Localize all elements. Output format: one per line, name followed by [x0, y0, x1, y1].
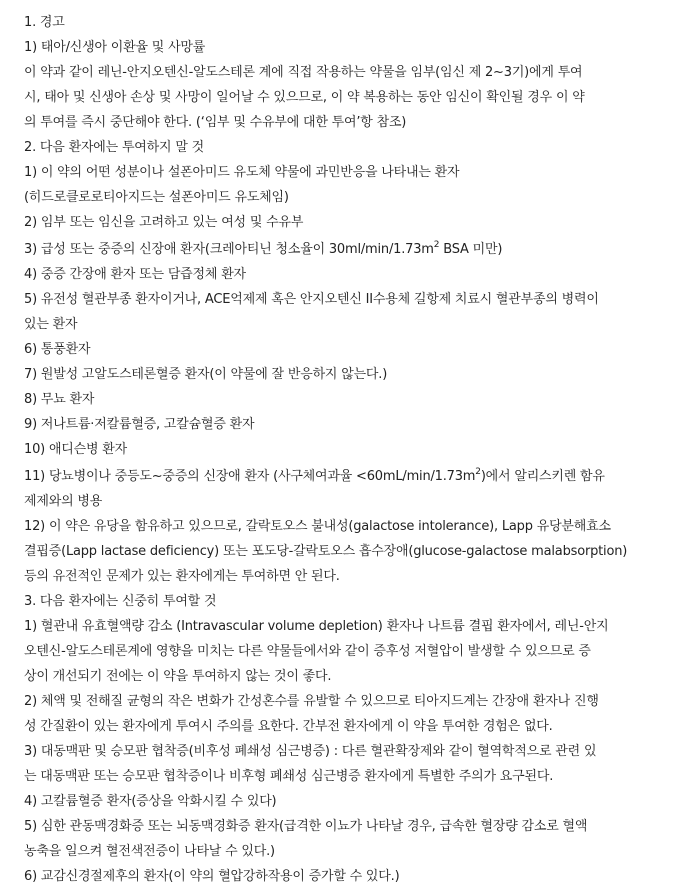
text-line: 농축을 일으켜 혈전색전증이 나타날 수 있다.) — [24, 844, 275, 859]
text-line: 등의 유전적인 문제가 있는 환자에게는 투여하면 안 된다. — [24, 569, 340, 584]
text-segment: 11) 당뇨병이나 중등도~중증의 신장애 환자 (사구체여과율 <60mL/min/1.73m — [24, 469, 476, 484]
text-line-diabetes — [24, 462, 682, 489]
text-line-renal — [24, 235, 682, 262]
text-line: 의 투여를 즉시 중단해야 한다. (‘임부 및 수유부에 대한 투여’항 참조) — [24, 115, 407, 130]
section-heading-caution: 3. 다음 환자에는 신중히 투여할 것 — [24, 594, 217, 609]
text-line: (히드로클로로티아지드는 설폰아미드 유도체임) — [24, 190, 289, 205]
text-line: 4) 중증 간장애 환자 또는 담즙정체 환자 — [24, 267, 246, 282]
text-line: 1) 혈관내 유효혈액량 감소 (Intravascular volume depletion) 환자나 나트륨 결핍 환자에서, 레닌-안지 — [24, 619, 609, 634]
text-line: 오텐신-알도스테론계에 영향을 미치는 다른 약물들에서와 같이 증후성 저혈압이 발생할 수 있으므로 증 — [24, 644, 591, 659]
text-line: 결핍증(Lapp lactase deficiency) 또는 포도당-갈락토오스 흡수장애(glucose-galactose malabsorption) — [24, 544, 628, 559]
text-line: 6) 교감신경절제후의 환자(이 약의 혈압강하작용이 증가할 수 있다.) — [24, 869, 400, 884]
subheading-fetal-neonatal: 1) 태아/신생아 이환율 및 사망률 — [24, 40, 206, 55]
text-line: 5) 심한 관동맥경화증 또는 뇌동맥경화증 환자(급격한 이뇨가 나타날 경우, 급속한 혈장량 감소로 혈액 — [24, 819, 588, 834]
text-segment: 3) 급성 또는 중증의 신장애 환자(크레아티닌 청소율이 30ml/min/1.73m — [24, 242, 434, 257]
section-heading-contraindications: 2. 다음 환자에는 투여하지 말 것 — [24, 140, 204, 155]
text-line: 는 대동맥판 또는 승모판 협착증이나 비후형 폐쇄성 심근병증 환자에게 특별한 주의가 요구된다. — [24, 769, 554, 784]
text-line: 12) 이 약은 유당을 함유하고 있으므로, 갈락토오스 불내성(galactose intolerance), Lapp 유당분해효소 — [24, 519, 611, 534]
text-line: 6) 통풍환자 — [24, 342, 91, 357]
text-line: 3) 대동맥판 및 승모판 협착증(비후성 폐쇄성 심근병증) : 다른 혈관확장제와 같이 혈역학적으로 관련 있 — [24, 744, 597, 759]
document-body — [24, 10, 682, 889]
text-line: 10) 애디슨병 환자 — [24, 442, 128, 457]
text-line: 1) 이 약의 어떤 성분이나 설폰아미드 유도체 약물에 과민반응을 나타내는 환자 — [24, 165, 460, 180]
text-line: 4) 고칼륨혈증 환자(증상을 악화시킬 수 있다) — [24, 794, 277, 809]
section-heading-warning: 1. 경고 — [24, 15, 65, 30]
text-line: 9) 저나트륨·저칼륨혈증, 고칼슘혈증 환자 — [24, 417, 255, 432]
text-segment: BSA 미만) — [443, 242, 503, 257]
superscript: 2 — [433, 240, 440, 250]
text-line: 8) 무뇨 환자 — [24, 392, 95, 407]
text-line: 성 간질환이 있는 환자에게 투여시 주의를 요한다. 간부전 환자에게 이 약을 투여한 경험은 없다. — [24, 719, 553, 734]
text-line: 2) 체액 및 전해질 균형의 작은 변화가 간성혼수를 유발할 수 있으므로 티아지드계는 간장애 환자나 진행 — [24, 694, 599, 709]
text-segment: )에서 알리스키렌 함유 — [480, 469, 605, 484]
text-line: 이 약과 같이 레닌-안지오텐신-알도스테론 계에 직접 작용하는 약물을 임부(임신 제 2~3기)에게 투여 — [24, 65, 583, 80]
text-line: 5) 유전성 혈관부종 환자이거나, ACE억제제 혹은 안지오텐신 II수용체 길항제 치료시 혈관부종의 병력이 — [24, 292, 599, 307]
text-line: 시, 태아 및 신생아 손상 및 사망이 일어날 수 있으므로, 이 약 복용하는 동안 임신이 확인될 경우 이 약 — [24, 90, 585, 105]
text-line: 있는 환자 — [24, 317, 78, 332]
text-line: 7) 원발성 고알도스테론혈증 환자(이 약물에 잘 반응하지 않는다.) — [24, 367, 388, 382]
text-line: 제제와의 병용 — [24, 494, 103, 509]
text-line: 2) 임부 또는 임신을 고려하고 있는 여성 및 수유부 — [24, 215, 304, 230]
superscript: 2 — [475, 467, 481, 477]
text-line: 상이 개선되기 전에는 이 약을 투여하지 않는 것이 좋다. — [24, 669, 332, 684]
